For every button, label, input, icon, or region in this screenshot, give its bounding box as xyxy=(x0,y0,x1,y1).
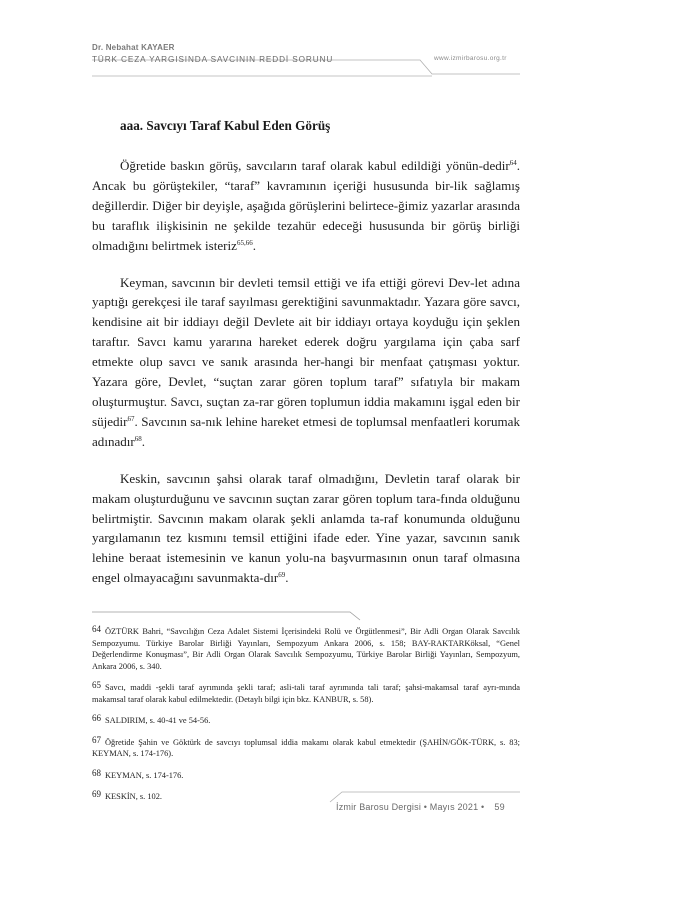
page-number: 59 xyxy=(494,802,505,812)
section-heading: aaa. Savcıyı Taraf Kabul Eden Görüş xyxy=(120,118,331,133)
paragraph: Keskin, savcının şahsi olarak taraf olmadığını, Devletin taraf olarak bir makam oluşturduğunu ve savcının suçtan zarar gören toplum tara-fında olduğunu belirtmiştir. Savcının makam olarak şekli anlamda ta-raf konumunda olduğunu yargılamanın tez kısmını temsil ettiğini ifade eder. Yine yazar, savcının sanık lehine beraat istemesinin ve kanun yolu-na başvurmasının onun taraf olmasına engel olmayacağını savunmakta-dır$^{69}$. xyxy=(92,470,520,586)
header-author: Dr. Nebahat KAYAER xyxy=(92,43,175,52)
footer-journal: İzmir Barosu Dergisi • Mayıs 2021 • xyxy=(336,802,485,812)
footnote-ref: 68 xyxy=(134,434,142,443)
paragraph: Keyman, savcının bir devleti temsil ettiği ve ifa ettiği görevi Dev-let adına yaptığı gerekçesi ile taraf sayılması gerektiğini savunmaktadır. Yazara göre savcı, kendisine ait bir iddiayı değil Devlete ait bir iddiayı ortaya koyduğu için şeklen taraftır. Savcı kamu yararına hareket ederek doğru yargılama için çaba sarf etmekte olup savcı ve sanık arasında her-hangi bir menfaat çatışması yoktur. Yazara göre, Devlet, “suçtan zarar gören toplum taraf” sıfatıyla bir makam oluşturmuştur. Savcı, suçtan za-rar gören toplumun iddia makamını işgal eden bir süjedir$^{67}$. Savcının sa-nık lehine hareket etmesi de toplumsal menfaatleri korumak adınadır$^{68}$. xyxy=(92,274,520,449)
footnotes xyxy=(92,624,520,811)
footnote-ref: 67 xyxy=(127,414,135,423)
footnote-ref: 69 xyxy=(278,571,286,580)
footnote: 66 SALDIRIM, s. 40-41 ve 54-56. xyxy=(92,713,211,725)
main-text xyxy=(92,118,520,588)
page-footer xyxy=(336,802,505,812)
footnote: 64 ÖZTÜRK Bahri, “Savcılığın Ceza Adalet Sistemi İçerisindeki Rolü ve Örgütlenmesi”, Bir Adli Organ Olarak Savcılık Sempozyumu. Türkiye Barolar Birliği Yayınları, Sempozyum Ankara 2006, s. 158; BAY-RAKTARKöksal, “Genel Değerlendirme Konuşması”, Bir Adli Organ Olarak Savcılık Sempozyumu, Türkiye Barolar Birliği Yayınları, Sempozyum, Ankara 2006, s. 340. xyxy=(92,624,520,671)
footnote: 67 Öğretide Şahin ve Göktürk de savcıyı toplumsal iddia makamı olarak kabul etmektedir (ŞAHİN/GÖK-TÜRK, s. 83; KEYMAN, s. 174-176). xyxy=(92,734,520,758)
paragraph: Öğretide baskın görüş, savcıların taraf olarak kabul edildiği yönün-dedir$^{64}$. Ancak bu görüştekiler, “taraf” kavramının içeriği hususunda bir-lik sağlamış değillerdir. Diğer bir deyişle, aşağıda görüşlerini belirtece-ğimiz yazarlar arasında bu taraflık ilişkisinin ne şekilde tezahür edeceği hususunda bir görüş birliği olmadığını belirtmek isteriz$^{65,66}$. xyxy=(92,158,520,253)
footnote-ref: 64 xyxy=(509,159,517,167)
footnote-ref: 65,66 xyxy=(236,238,253,247)
footnote: 68 KEYMAN, s. 174-176. xyxy=(92,767,184,780)
footnote: 69 KESKİN, s. 102. xyxy=(92,789,162,801)
footnote: 65 Savcı, maddi -şekli taraf ayrımında şekli taraf; asli-tali taraf ayrımında tali taraf; şahsi-makamsal taraf ayrı-mında makamsal taraf olarak kabul edilmektedir. (Detaylı bilgi için bkz. KANBUR, s. 58). xyxy=(92,680,520,704)
header-site: www.izmirbarosu.org.tr xyxy=(434,55,507,62)
header-title: TÜRK CEZA YARGISINDA SAVCININ REDDİ SORUNU xyxy=(92,55,334,64)
